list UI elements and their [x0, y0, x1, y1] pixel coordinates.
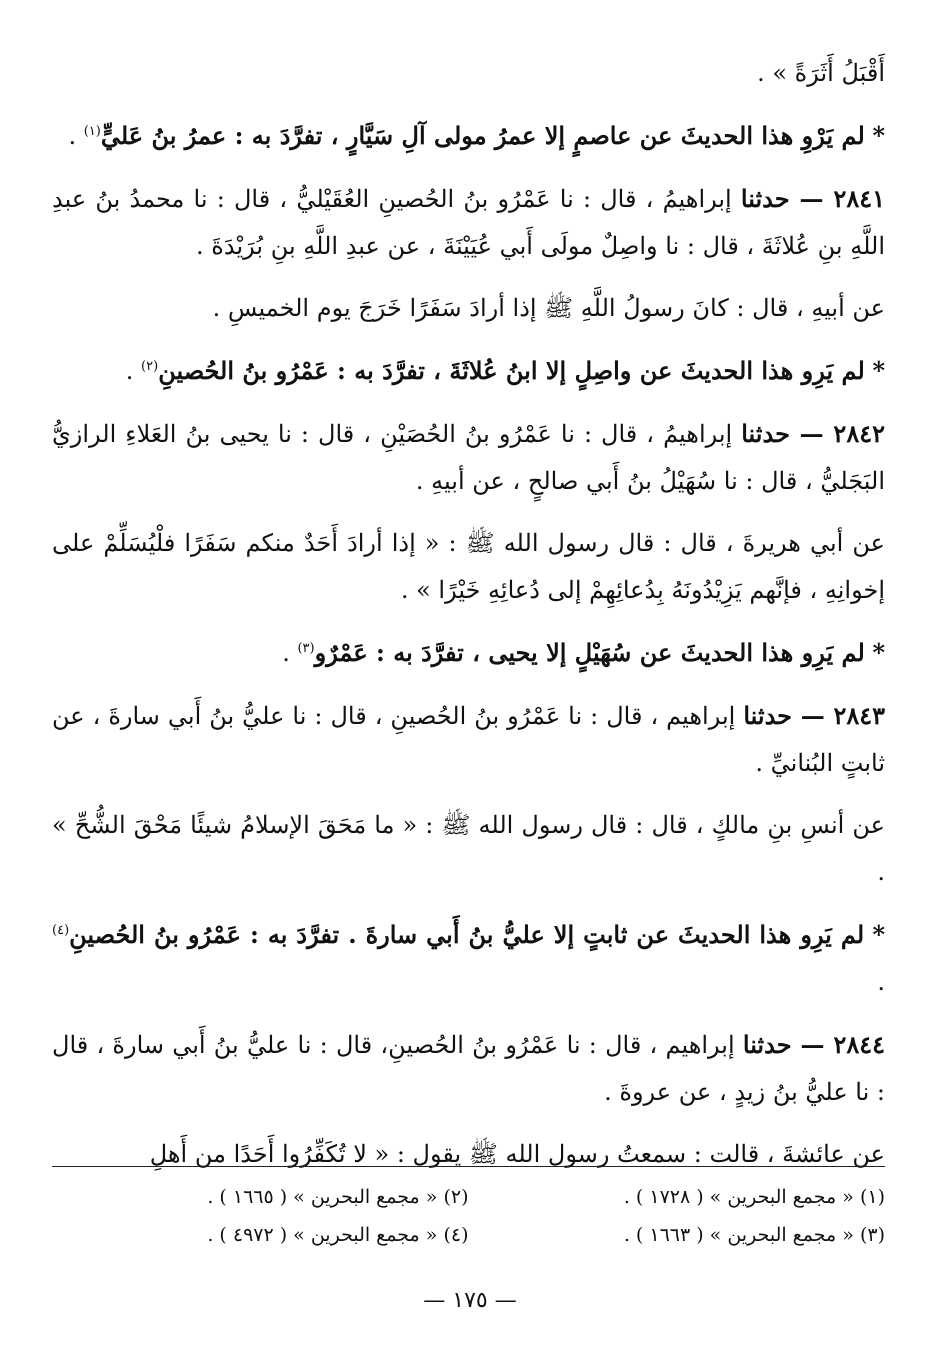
footnote-text: « مجمع البحرين » ( ١٦٦٣ ) .: [623, 1224, 854, 1246]
hadith-matn: [52, 802, 885, 896]
matn-text: عن أبي هريرةَ ، قال : قال رسول الله ﷺ : « إذا أرادَ أَحَدٌ منكم سَفَرًا فلْيُسَلِّمْ على إخوانِهِ ، فإنَّهم يَزِيْدُونَهُ بِدُعائِهِمْ إلى دُعائِهِ خَيْرًا » .: [52, 529, 885, 604]
hadith-matn: [52, 1131, 885, 1178]
hadith-isnad: [52, 175, 885, 270]
footnote-number: (٣): [859, 1224, 885, 1246]
note-text: لم يَرِو هذا الحديثَ عن واصِلٍ إلا ابنُ عُلاثَةَ ، تفرَّدَ به : عَمْرُو بنُ الحُصينِ: [158, 356, 865, 385]
asterisk-icon: *: [872, 920, 885, 949]
hadith-number: ٢٨٤٢ — حدثنا: [741, 419, 885, 448]
asterisk-icon: *: [872, 121, 885, 150]
footnote-divider: [52, 1166, 885, 1167]
hadith-note: [52, 347, 885, 395]
matn-text: عن أبيهِ ، قال : كانَ رسولُ اللَّهِ ﷺ إذا أرادَ سَفَرًا خَرَجَ يوم الخميسِ .: [212, 294, 885, 322]
note-text: لم يَرْوِ هذا الحديثَ عن عاصمٍ إلا عمرُ مولى آلِ سَيَّارٍ ، تفرَّدَ به : عمرُ بنُ عَليٍّ: [100, 121, 865, 150]
note-text: لم يَرِو هذا الحديثَ عن سُهَيْلٍ إلا يحيى ، تفرَّدَ به : عَمْرٌو: [314, 638, 865, 667]
paragraph: [52, 50, 885, 97]
page-number: — ١٧٥ —: [423, 1288, 517, 1313]
hadith-number: ٢٨٤٤ — حدثنا: [742, 1030, 885, 1059]
asterisk-icon: *: [872, 638, 885, 667]
note-tail: .: [68, 122, 77, 150]
footnote: [52, 1216, 469, 1254]
isnad-text: إبراهيمُ ، قال : نا عَمْرُو بنُ الحُصينِ العُقَيْليُّ ، قال : نا محمدُ بنُ عبدِ اللَّهِ بنِ عُلاثَةَ ، قال : نا واصِلٌ مولَى أَبي عُيَيْنَةَ ، عن عبدِ اللَّهِ بنِ بُرَيْدَةَ .: [52, 185, 885, 260]
footnotes: [52, 1178, 885, 1254]
hadith-note: [52, 911, 885, 1006]
page-body: [52, 50, 885, 1178]
footnote: [52, 1178, 469, 1216]
footnote-text: « مجمع البحرين » ( ٤٩٧٢ ) .: [207, 1224, 438, 1246]
matn-text: عن أنسِ بنِ مالكٍ ، قال : قال رسول الله ﷺ : « ما مَحَقَ الإسلامُ شيئًا مَحْقَ الشُّحِّ » .: [52, 811, 885, 886]
hadith-matn: [52, 520, 885, 614]
matn-text: عن عائشةَ ، قالت : سمعتُ رسول الله ﷺ يقول : « لا تُكَفِّرُوا أَحَدًا من أَهلِ: [149, 1140, 885, 1168]
hadith-note: [52, 112, 885, 160]
footnote: [469, 1216, 886, 1254]
hadith-number: ٢٨٤٣ — حدثنا: [743, 701, 885, 730]
hadith-isnad: [52, 692, 885, 787]
hadith-isnad: [52, 1021, 885, 1116]
footnote-text: « مجمع البحرين » ( ١٧٢٨ ) .: [623, 1186, 854, 1208]
isnad-text: إبراهيم ، قال : نا عَمْرُو بنُ الحُصينِ ، قال : نا عليُّ بنُ أَبي سارةَ ، عن ثابتٍ البُنانيِّ .: [52, 702, 885, 777]
footnote-ref: (١): [83, 124, 101, 139]
footnote-row: [52, 1216, 885, 1254]
hadith-note: [52, 629, 885, 677]
isnad-text: إبراهيمُ ، قال : نا عَمْرُو بنُ الحُصَيْنِ ، قال : نا يحيى بنُ العَلاءِ الرازيُّ البَجَليُّ ، قال : نا سُهَيْلُ بنُ أَبي صالحٍ ، عن أبيهِ .: [52, 420, 885, 495]
footnote-ref: (٤): [52, 923, 70, 938]
footnote: [469, 1178, 886, 1216]
paragraph-text: أَقْبَلُ أَثَرَةً » .: [757, 59, 885, 87]
footnote-number: (٢): [443, 1186, 469, 1208]
hadith-number: ٢٨٤١ — حدثنا: [740, 184, 885, 213]
note-tail: .: [877, 968, 885, 996]
asterisk-icon: *: [872, 356, 885, 385]
hadith-matn: [52, 285, 885, 332]
footnote-number: (٤): [443, 1224, 469, 1246]
note-tail: .: [125, 357, 134, 385]
footnote-row: [52, 1178, 885, 1216]
isnad-text: إبراهيم ، قال : نا عَمْرُو بنُ الحُصينِ، قال : نا عليُّ بنُ أَبي سارةَ ، قال : نا عليُّ بنُ زيدٍ ، عن عروةَ .: [52, 1031, 885, 1106]
footnote-text: « مجمع البحرين » ( ١٦٦٥ ) .: [207, 1186, 438, 1208]
footnote-ref: (٣): [297, 641, 315, 656]
hadith-isnad: [52, 410, 885, 505]
note-tail: .: [282, 639, 290, 667]
note-text: لم يَرِو هذا الحديثَ عن ثابتٍ إلا عليُّ بنُ أَبي سارةَ . تفرَّدَ به : عَمْرُو بنُ الحُصينِ: [69, 920, 865, 949]
footnote-ref: (٢): [141, 359, 159, 374]
footnote-number: (١): [859, 1186, 885, 1208]
